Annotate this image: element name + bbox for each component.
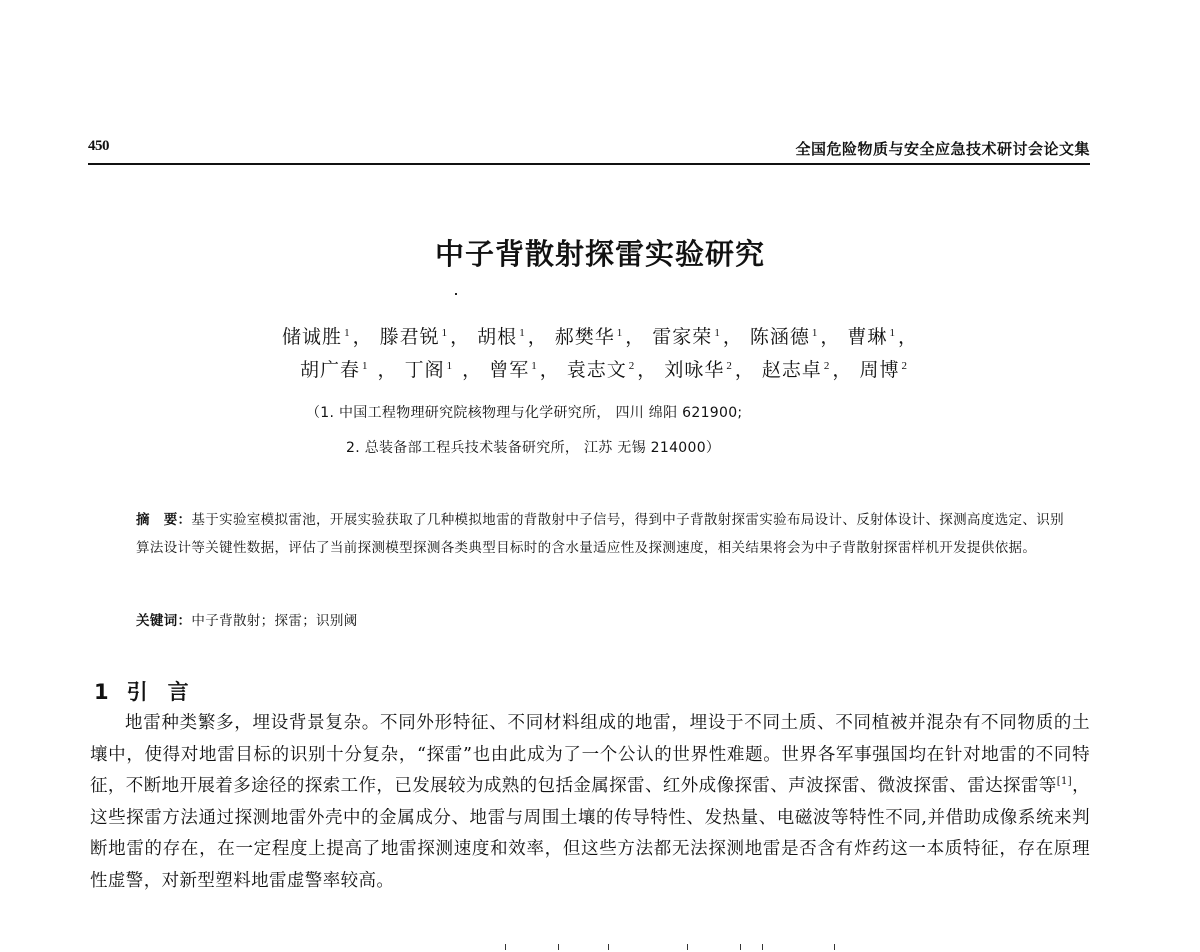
author: 雷家荣 $^1$ [652,326,721,348]
author-line-1: 储诚胜 $^1$ ， 滕君锐 $^1$ ， 胡根 $^1$ ， 郝樊华 $^1$ ， 雷家荣 $^1$ ， 陈涵德 $^1$ ， 曹琳 $^1$ ， [282,326,918,348]
abstract-text: 基于实验室模拟雷池，开展实验获取了几种模拟地雷的背散射中子信号，得到中子背散射探雷实验布局设计、反射体设计、探测高度选定、识别算法设计等关键性数据，评估了当前探测模型探测各类典型目标时的含水量适应性及探测速度，相关结果将会为中子背散射探雷样机开发提供依据。 [136,512,1064,556]
author: 储诚胜 $^1$ [282,326,351,348]
author: 陈涵德 $^1$ [749,326,819,348]
section-heading-introduction [94,676,209,706]
author: 曾军 $^1$ [489,359,538,381]
keywords [136,609,358,629]
running-header [88,138,1090,160]
author: 袁志文 $^2$ [566,359,636,381]
journal-title: 全国危险物质与安全应急技术研讨会论文集 [795,140,1090,158]
author: 胡广春 $^1$ [300,359,369,381]
author: 曹琳 $^1$ [847,326,896,348]
keywords-text: 中子背散射；探雷；识别阈 [191,613,358,629]
abstract-label: 摘 要： [136,512,192,528]
page-number: 450 [88,138,109,154]
author: 胡根 $^1$ [477,326,526,348]
scan-speck [455,293,457,295]
abstract [136,506,1066,562]
section-number: 1 [94,680,109,704]
author: 滕君锐 $^1$ [379,326,449,348]
author-line-2: 胡广春 $^1$ ， 丁阁 $^1$ ， 曾军 $^1$ ， 袁志文 $^2$ ， 刘咏华 $^2$ ， 赵志卓 $^2$ ， 周博 $^2$ [300,359,908,381]
next-line-fragment [500,944,900,952]
header-rule [88,163,1090,165]
author: 郝樊华 $^1$ [554,326,624,348]
citation-ref[interactable]: [1] [1056,776,1073,788]
author: 刘咏华 $^2$ [664,359,733,381]
section-title-char: 引 [126,680,148,704]
keywords-label: 关键词： [136,613,192,629]
section-title-char: 言 [167,680,189,704]
affiliation-2: 2. 总装备部工程兵技术装备研究所， 江苏 无锡 214000） [346,440,721,456]
paper-title: 中子背散射探雷实验研究 [434,237,765,271]
affiliation-1: （1. 中国工程物理研究院核物理与化学研究所， 四川 绵阳 621900; [306,405,743,421]
author: 丁阁 $^1$ [404,359,454,381]
author: 周博 $^2$ [859,359,908,381]
author: 赵志卓 $^2$ [761,359,831,381]
introduction-paragraph: 地雷种类繁多，埋设背景复杂。不同外形特征、不同材料组成的地雷，埋设于不同土质、不同植被并混杂有不同物质的土壤中，使得对地雷目标的识别十分复杂，“探雷”也由此成为了一个公认的世界性难题。世界各军事强国均在针对地雷的不同特征，不断地开展着多途径的探索工作，已发展较为成熟的包括金属探雷、红外成像探雷、声波探雷、微波探雷、雷达探雷等[1]，这些探雷方法通过探测地雷外壳中的金属成分、地雷与周围土壤的传导特性、发热量、电磁波等特性不同,并借助成像系统来判断地雷的存在，在一定程度上提高了地雷探测速度和效率，但这些方法都无法探测地雷是否含有炸药这一本质特征，存在原理性虚警，对新型塑料地雷虚警率较高。 [90,713,1090,891]
introduction-body [90,708,1090,897]
